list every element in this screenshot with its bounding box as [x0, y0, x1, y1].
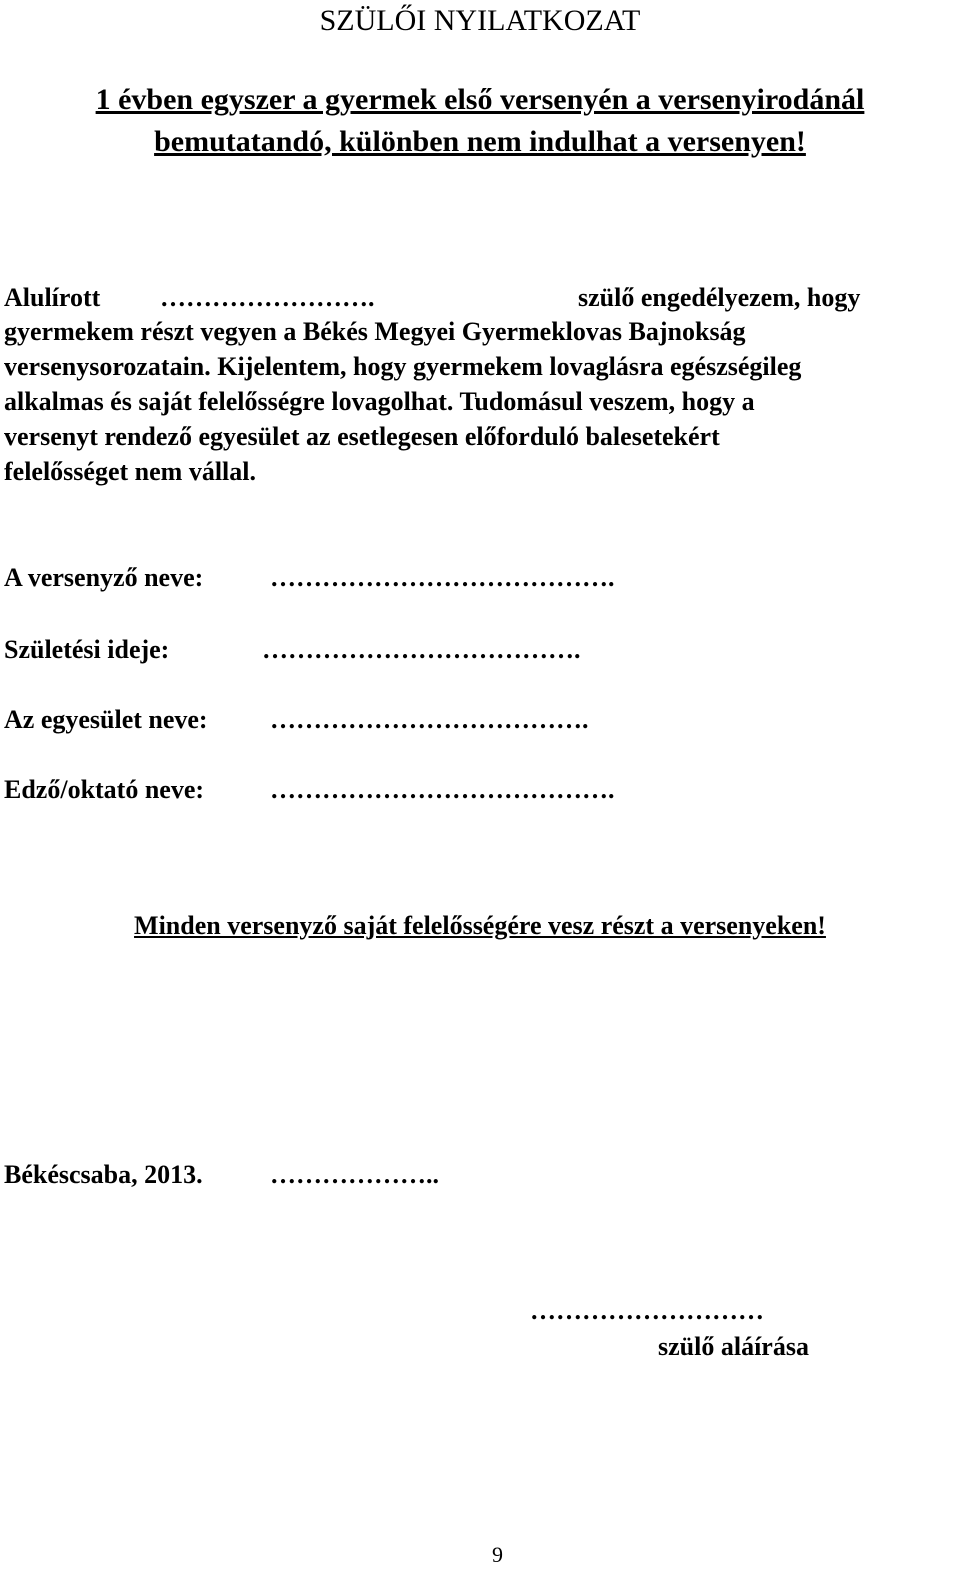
declaration-line1-end: szülő engedélyezem, hogy: [578, 283, 861, 312]
field-dots-club-name[interactable]: ……………………………….: [270, 705, 589, 734]
place-date-label: Békéscsaba, 2013.: [4, 1160, 203, 1189]
field-dots-coach-name[interactable]: ………………………………….: [270, 775, 615, 804]
responsibility-notice: Minden versenyző saját felelősségére vesz részt a versenyeken!: [134, 911, 826, 940]
declaration-line: versenyt rendező egyesület az esetlegesen előforduló balesetekért: [4, 422, 720, 451]
page-number: 9: [492, 1542, 503, 1567]
field-label-club-name: Az egyesület neve:: [4, 705, 208, 734]
field-label-competitor-name: A versenyző neve:: [4, 563, 204, 592]
signature-dots[interactable]: ………………………: [530, 1296, 764, 1325]
declaration-line: alkalmas és saját felelősségre lovagolhat. Tudomásul veszem, hogy a: [4, 387, 755, 416]
signature-label: szülő aláírása: [658, 1332, 809, 1361]
declaration-line: felelősséget nem vállal.: [4, 457, 256, 486]
declaration-name-dots: …………………….: [160, 283, 375, 312]
field-dots-birth-date[interactable]: ……………………………….: [262, 635, 581, 664]
field-dots-competitor-name[interactable]: ………………………………….: [270, 563, 615, 592]
field-label-coach-name: Edző/oktató neve:: [4, 775, 205, 804]
field-label-birth-date: Születési ideje:: [4, 635, 170, 664]
date-dots[interactable]: ………………..: [270, 1160, 439, 1189]
document-title: SZÜLŐI NYILATKOZAT: [319, 4, 641, 37]
declaration-alulirott: Alulírott: [4, 283, 101, 312]
notice-line-2: bemutatandó, különben nem indulhat a versenyen!: [154, 125, 806, 158]
declaration-line: versenysorozatain. Kijelentem, hogy gyermekem lovaglásra egészségileg: [4, 352, 802, 381]
notice-line-1: 1 évben egyszer a gyermek első versenyén a versenyirodánál: [95, 83, 865, 116]
declaration-line: gyermekem részt vegyen a Békés Megyei Gyermeklovas Bajnokság: [4, 317, 746, 346]
